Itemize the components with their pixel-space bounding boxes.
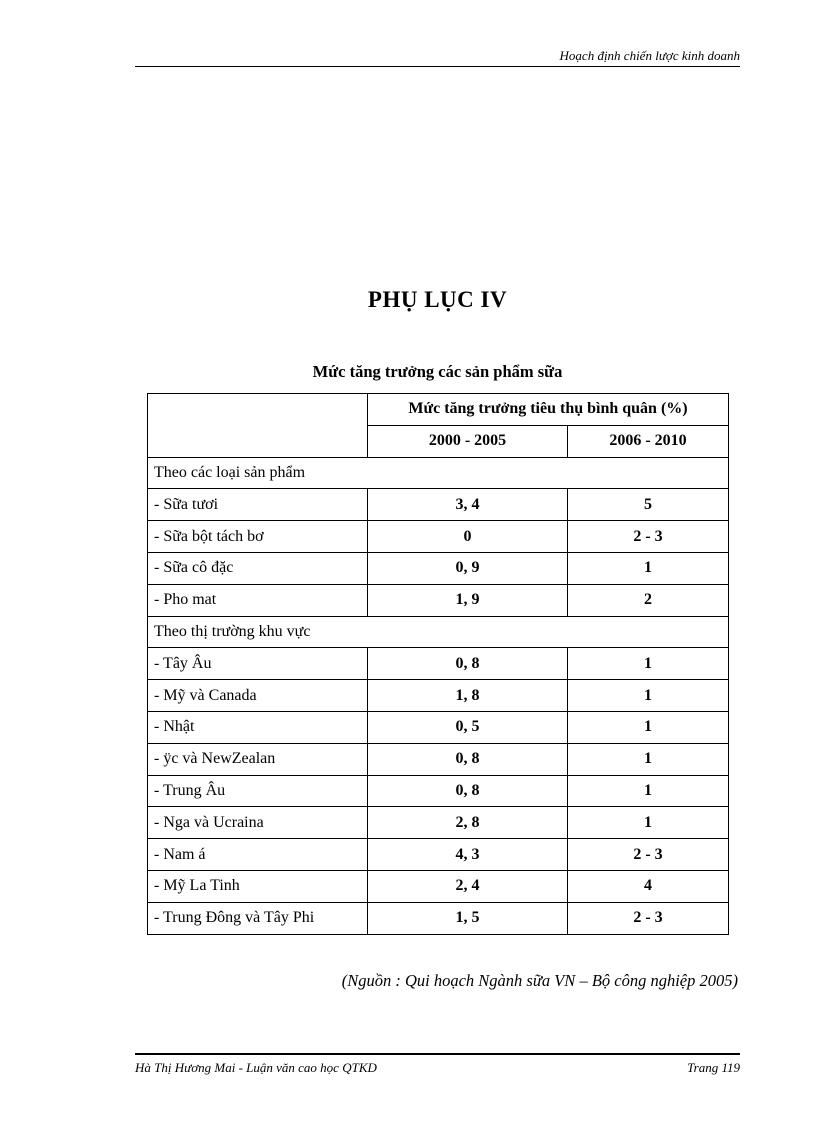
value-2000-2005: 4, 3 bbox=[368, 839, 568, 871]
table-row bbox=[148, 552, 729, 584]
table-row bbox=[148, 521, 729, 553]
value-2006-2010: 1 bbox=[568, 711, 729, 743]
footer-author: Hà Thị Hương Mai - Luận văn cao học QTKD bbox=[135, 1060, 377, 1075]
value-2006-2010: 2 - 3 bbox=[568, 521, 729, 553]
row-label: - Sữa tươi bbox=[148, 489, 368, 521]
value-2006-2010: 1 bbox=[568, 775, 729, 807]
table-row bbox=[148, 775, 729, 807]
row-label: - ÿc và NewZealan bbox=[148, 743, 368, 775]
value-2006-2010: 4 bbox=[568, 870, 729, 902]
table-row bbox=[148, 489, 729, 521]
page-title: PHỤ LỤC IV bbox=[367, 287, 508, 312]
value-2000-2005: 0, 8 bbox=[368, 648, 568, 680]
page-footer bbox=[135, 1053, 740, 1076]
value-2006-2010: 2 bbox=[568, 584, 729, 616]
value-2006-2010: 2 - 3 bbox=[568, 839, 729, 871]
value-2006-2010: 1 bbox=[568, 680, 729, 712]
value-2006-2010: 1 bbox=[568, 807, 729, 839]
value-2006-2010: 1 bbox=[568, 648, 729, 680]
running-title: Hoạch định chiến lược kinh doanh bbox=[559, 48, 740, 63]
value-2000-2005: 1, 9 bbox=[368, 584, 568, 616]
table-row bbox=[148, 743, 729, 775]
row-label: - Nga và Ucraina bbox=[148, 807, 368, 839]
row-label: - Tây Âu bbox=[148, 648, 368, 680]
section-row bbox=[148, 616, 729, 648]
value-2000-2005: 1, 8 bbox=[368, 680, 568, 712]
source-note: (Nguồn : Qui hoạch Ngành sữa VN – Bộ công nghiệp 2005) bbox=[341, 971, 738, 990]
empty-corner-cell bbox=[148, 394, 368, 458]
value-2000-2005: 0 bbox=[368, 521, 568, 553]
row-label: - Pho mat bbox=[148, 584, 368, 616]
value-2006-2010: 5 bbox=[568, 489, 729, 521]
value-2000-2005: 0, 8 bbox=[368, 743, 568, 775]
table-row bbox=[148, 584, 729, 616]
value-2000-2005: 0, 5 bbox=[368, 711, 568, 743]
table-row bbox=[148, 807, 729, 839]
table-row bbox=[148, 870, 729, 902]
value-2000-2005: 2, 8 bbox=[368, 807, 568, 839]
table-row bbox=[148, 711, 729, 743]
value-2000-2005: 0, 8 bbox=[368, 775, 568, 807]
value-2000-2005: 0, 9 bbox=[368, 552, 568, 584]
group-header-cell: Mức tăng trưởng tiêu thụ bình quân (%) bbox=[368, 394, 729, 426]
row-label: - Trung Âu bbox=[148, 775, 368, 807]
value-2000-2005: 2, 4 bbox=[368, 870, 568, 902]
growth-table bbox=[147, 393, 729, 935]
row-label: - Sữa bột tách bơ bbox=[148, 521, 368, 553]
value-2000-2005: 3, 4 bbox=[368, 489, 568, 521]
value-2006-2010: 1 bbox=[568, 743, 729, 775]
value-2006-2010: 1 bbox=[568, 552, 729, 584]
value-2000-2005: 1, 5 bbox=[368, 902, 568, 934]
section-title-regions: Theo thị trường khu vực bbox=[148, 616, 729, 648]
row-label: - Mỹ và Canada bbox=[148, 680, 368, 712]
table-row bbox=[148, 902, 729, 934]
table-row bbox=[148, 839, 729, 871]
row-label: - Mỹ La Tinh bbox=[148, 870, 368, 902]
column-header-2006-2010: 2006 - 2010 bbox=[568, 425, 729, 457]
page-number: Trang 119 bbox=[687, 1060, 740, 1075]
column-header-2000-2005: 2000 - 2005 bbox=[368, 425, 568, 457]
section-title-products: Theo các loại sản phẩm bbox=[148, 457, 729, 489]
row-label: - Trung Đông và Tây Phi bbox=[148, 902, 368, 934]
table-row bbox=[148, 680, 729, 712]
table-row bbox=[148, 648, 729, 680]
value-2006-2010: 2 - 3 bbox=[568, 902, 729, 934]
section-row bbox=[148, 457, 729, 489]
running-header bbox=[135, 48, 740, 67]
row-label: - Nhật bbox=[148, 711, 368, 743]
table-caption: Mức tăng trưởng các sản phẩm sữa bbox=[312, 362, 563, 381]
row-label: - Nam á bbox=[148, 839, 368, 871]
table-header-row bbox=[148, 394, 729, 426]
row-label: - Sữa cô đặc bbox=[148, 552, 368, 584]
